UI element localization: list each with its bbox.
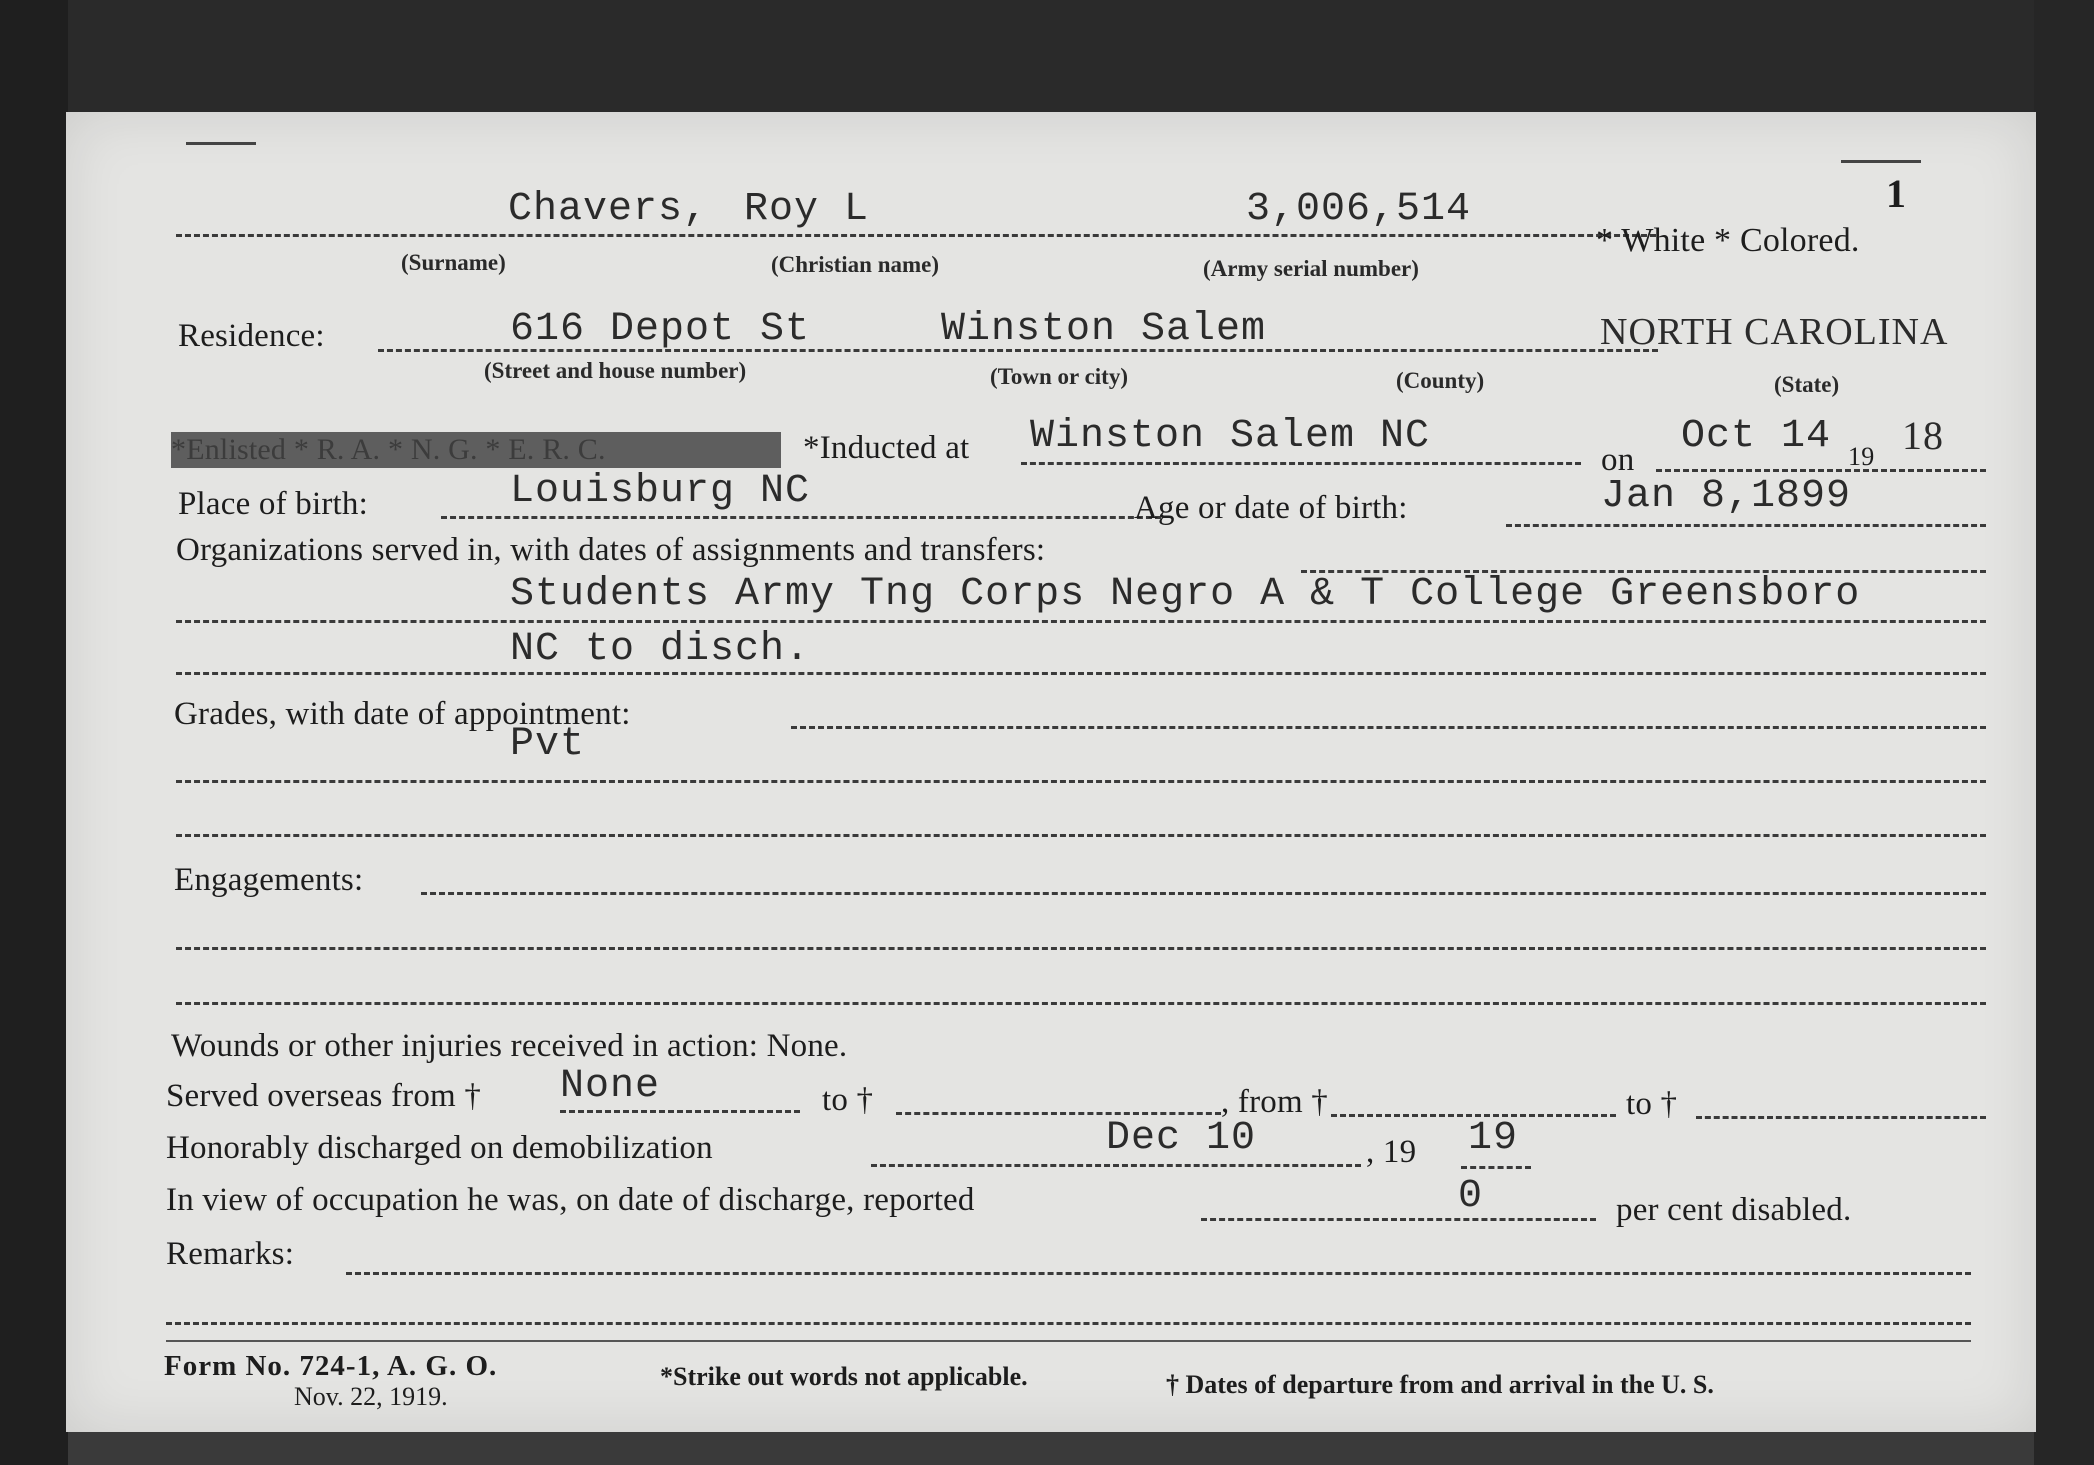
organizations-line2: NC to disch. — [510, 627, 811, 672]
overseas-from-line — [560, 1110, 800, 1113]
discharge-year-suffix: 19 — [1468, 1116, 1519, 1161]
engagements-line-2 — [176, 1002, 1986, 1005]
organizations-line-1 — [176, 620, 1986, 623]
inducted-place: Winston Salem NC — [1030, 414, 1431, 459]
overseas-label: Served overseas from † — [166, 1078, 482, 1114]
remarks-line-0 — [346, 1272, 1971, 1275]
grades-value: Pvt — [510, 722, 586, 767]
surname-value: Chavers, — [508, 187, 709, 232]
struck-enlistment-options: *Enlisted * R. A. * N. G. * E. R. C. — [171, 432, 781, 468]
discharge-year-prefix: , 19 — [1366, 1134, 1417, 1170]
overseas-to2-label: to † — [1626, 1086, 1678, 1122]
serial-number-value: 3,006,514 — [1246, 187, 1472, 232]
caption-town: (Town or city) — [990, 364, 1128, 389]
service-record-card — [66, 112, 2036, 1432]
engagements-line-0 — [421, 892, 1986, 895]
organizations-label: Organizations served in, with dates of assignments and transfers: — [176, 532, 1046, 568]
caption-county: (County) — [1396, 368, 1485, 393]
overseas-to-label: to † — [822, 1082, 874, 1118]
residence-street: 616 Depot St — [510, 307, 811, 352]
top-left-mark — [186, 142, 256, 145]
disability-label: In view of occupation he was, on date of discharge, reported — [166, 1182, 975, 1218]
inducted-label: *Inducted at — [803, 430, 970, 466]
induction-year-prefix: 19 — [1848, 442, 1875, 471]
induction-date: Oct 14 — [1681, 414, 1832, 459]
overseas-to2-line — [1696, 1116, 1986, 1119]
engagements-line-1 — [176, 947, 1986, 950]
residence-label: Residence: — [178, 318, 325, 354]
engagements-label: Engagements: — [174, 862, 364, 898]
top-right-mark — [1841, 160, 1921, 163]
on-label: on — [1601, 442, 1635, 478]
footnote-strike-out: *Strike out words not applicable. — [660, 1362, 1028, 1391]
form-date: Nov. 22, 1919. — [294, 1382, 448, 1411]
caption-christian-name: (Christian name) — [771, 252, 940, 277]
remarks-line-1 — [166, 1322, 1971, 1325]
overseas-from2-label: , from † — [1221, 1084, 1328, 1120]
residence-state: NORTH CAROLINA — [1600, 311, 1949, 353]
place-of-birth-value: Louisburg NC — [510, 469, 811, 514]
organizations-line-2 — [176, 672, 1986, 675]
disability-suffix: per cent disabled. — [1616, 1192, 1852, 1228]
place-of-birth-label: Place of birth: — [178, 486, 368, 522]
race-options: * White * Colored. — [1596, 222, 1860, 259]
overseas-to-line — [896, 1112, 1221, 1115]
place-of-birth-line — [441, 516, 1161, 519]
discharge-date: Dec 10 — [1106, 1116, 1257, 1161]
caption-state: (State) — [1774, 372, 1840, 397]
birth-date-label: Age or date of birth: — [1134, 490, 1408, 526]
caption-surname: (Surname) — [401, 250, 506, 275]
organizations-line1: Students Army Tng Corps Negro A & T College Greensboro — [510, 572, 1861, 617]
scan-background-top — [0, 0, 2094, 112]
grades-line-1 — [176, 780, 1986, 783]
card-number: 1 — [1886, 171, 1906, 216]
disability-line — [1201, 1218, 1596, 1221]
grades-label: Grades, with date of appointment: — [174, 696, 631, 732]
birth-date-value: Jan 8,1899 — [1601, 474, 1852, 519]
form-number: Form No. 724-1, A. G. O. — [164, 1350, 498, 1382]
remarks-label: Remarks: — [166, 1236, 295, 1272]
induction-year-suffix: 18 — [1902, 413, 1944, 458]
grades-line-2 — [176, 834, 1986, 837]
caption-serial-number: (Army serial number) — [1203, 256, 1419, 281]
discharge-label: Honorably discharged on demobilization — [166, 1130, 713, 1166]
footnote-dates: † Dates of departure from and arrival in the U. S. — [1166, 1370, 1714, 1399]
wounds-text: Wounds or other injuries received in action: None. — [171, 1028, 848, 1064]
scan-background-right — [2034, 0, 2094, 1465]
birth-date-line — [1506, 524, 1986, 527]
grades-line-0 — [791, 726, 1986, 729]
induction-date-line — [1656, 469, 1986, 472]
residence-town: Winston Salem — [941, 307, 1267, 352]
name-line — [176, 234, 1656, 237]
discharge-date-line — [871, 1164, 1361, 1167]
caption-street: (Street and house number) — [484, 358, 747, 383]
inducted-line — [1021, 462, 1581, 465]
footer-rule — [166, 1340, 1971, 1342]
scan-background-left — [0, 0, 68, 1465]
disability-percent: 0 — [1458, 1174, 1484, 1219]
christian-name-value: Roy L — [744, 187, 870, 232]
discharge-year-line — [1461, 1166, 1531, 1169]
overseas-from-value: None — [560, 1064, 661, 1109]
